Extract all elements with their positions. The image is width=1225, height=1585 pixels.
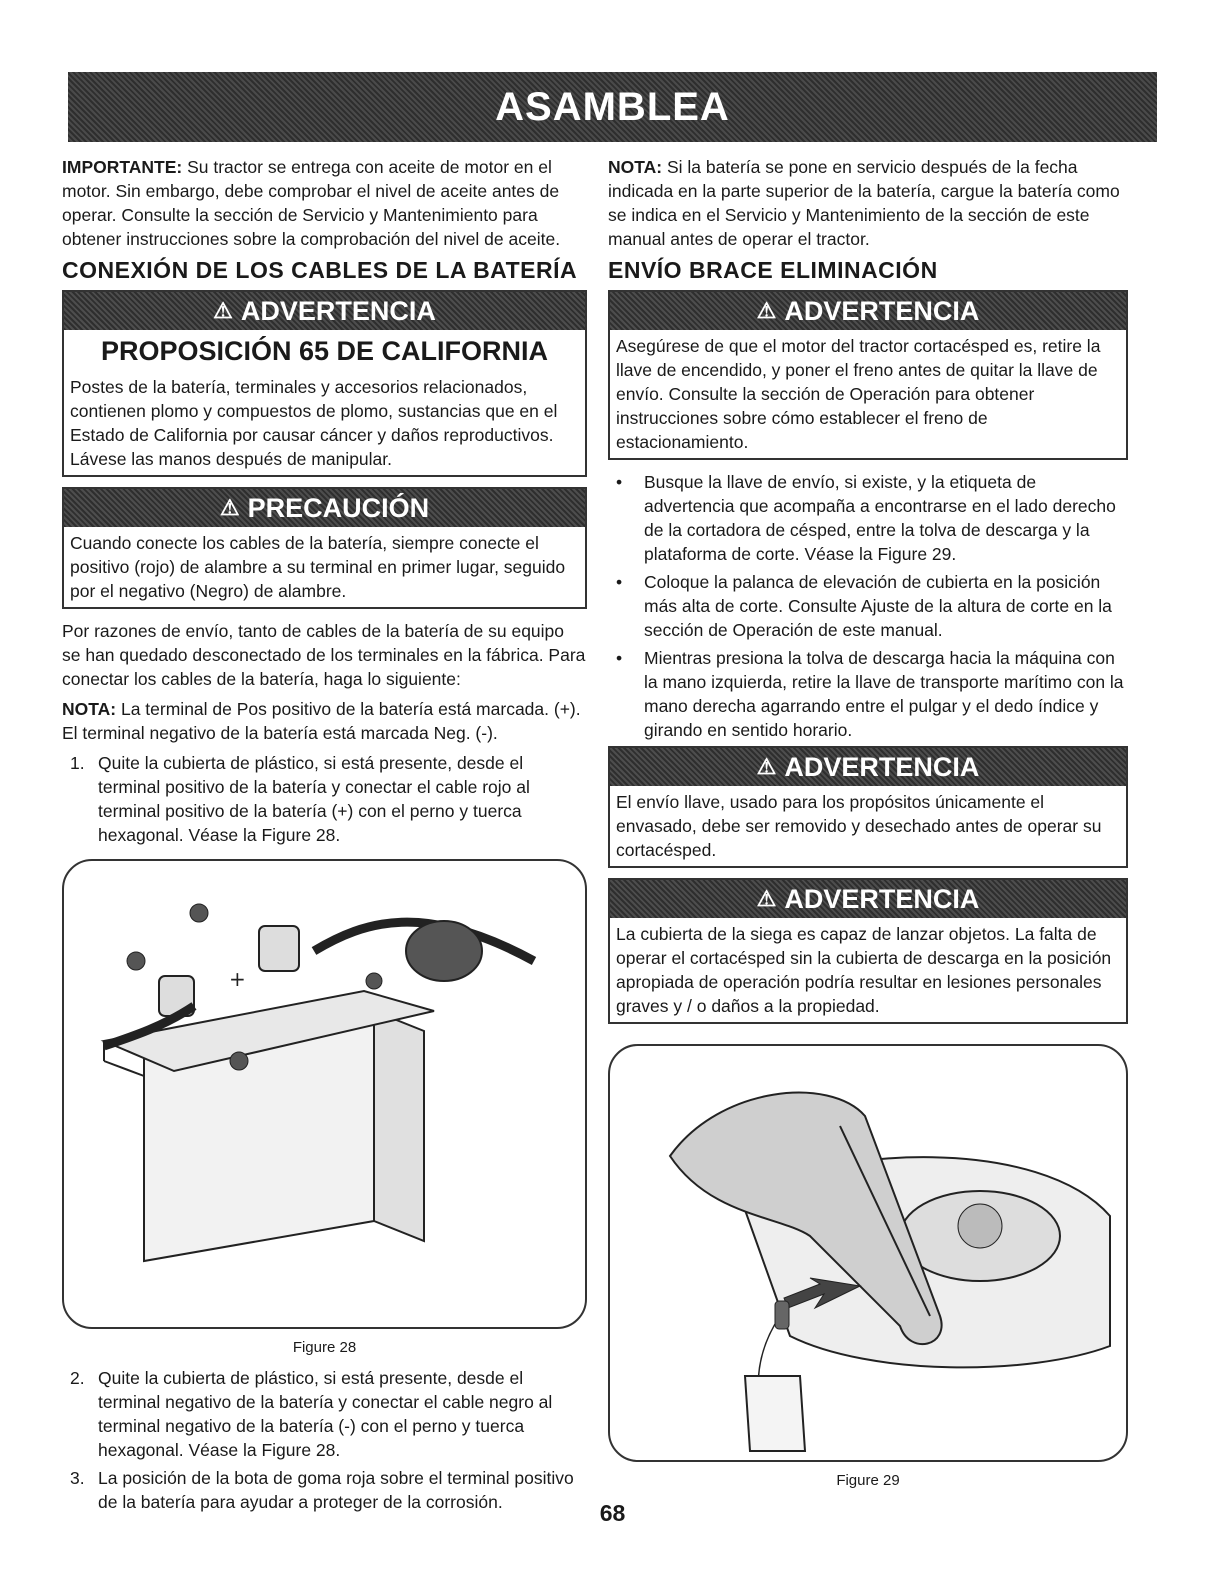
warning-header bbox=[610, 880, 1126, 918]
warning-header-label: ADVERTENCIA bbox=[240, 295, 436, 326]
bullet-icon: • bbox=[616, 648, 623, 668]
warning-box-1 bbox=[608, 290, 1128, 460]
step-number: 1. bbox=[70, 753, 85, 773]
figure-29-caption: Figure 29 bbox=[836, 1472, 900, 1489]
banner-title: ASAMBLEA bbox=[495, 84, 730, 129]
importante-paragraph bbox=[62, 155, 587, 251]
warning-text: El envío llave, usado para los propósitos únicamente el envasado, debe ser removido y desechado antes de operar su cortacésped. bbox=[616, 792, 1102, 860]
prop65-text: Postes de la batería, terminales y accesorios relacionados, contienen plomo y compuestos de plomo, sustancias que en el Estado de California por causar cáncer y daños reproductivos. Lávese las manos después de manipular. bbox=[70, 377, 558, 469]
left-column bbox=[62, 155, 587, 1518]
nota-label: NOTA: bbox=[62, 699, 117, 719]
figure-28-box bbox=[62, 859, 587, 1329]
figure-28-caption: Figure 28 bbox=[292, 1339, 357, 1356]
bullet-icon: • bbox=[616, 472, 623, 492]
steps-list-b bbox=[62, 1366, 587, 1514]
importante-text: Su tractor se entrega con aceite de motor en el motor. Sin embargo, debe comprobar el nivel de aceite antes de operar. Consulte la sección de Servicio y Mantenimiento para obtener instrucciones sobre la comprobación del nivel de aceite. bbox=[62, 157, 561, 249]
svg-text:+: + bbox=[229, 967, 246, 991]
brace-section-title: ENVÍO BRACE ELIMINACIÓN bbox=[608, 257, 938, 283]
step-text: Quite la cubierta de plástico, si está presente, desde el terminal positivo de la batería y conectar el cable rojo al terminal positivo de la batería (+) con el perno y tuerca hexagonal. Véase la Figure 28. bbox=[98, 753, 530, 845]
caution-text: Cuando conecte los cables de la batería, siempre conecte el positivo (rojo) de alambre a su terminal en primer lugar, seguido por el negativo (Negro) de alambre. bbox=[70, 533, 566, 601]
caution-header bbox=[64, 489, 585, 527]
caution-box bbox=[62, 487, 587, 609]
page-number: 68 bbox=[599, 1500, 626, 1526]
bullet-text: Busque la llave de envío, si existe, y la etiqueta de advertencia que acompaña a encontrarse en el lado derecho de la cortadora de césped, entre la tolva de descarga y la plataforma de corte. Véase la Figure 29. bbox=[644, 472, 1116, 564]
warning-header bbox=[610, 292, 1126, 330]
warning-text: La cubierta de la siega es capaz de lanzar objetos. La falta de operar el cortacésped sin la cubierta de descarga en la posición apropiada de operación podría resultar en lesiones personales graves y / o daños a la propiedad. bbox=[616, 924, 1112, 1016]
battery-illustration bbox=[64, 861, 585, 1327]
importante-label: IMPORTANTE: bbox=[62, 157, 183, 177]
steps-list-a bbox=[62, 751, 587, 847]
instruction-bullets bbox=[608, 470, 1128, 742]
nota-label: NOTA: bbox=[608, 157, 663, 177]
list-item bbox=[62, 751, 587, 847]
shipping-paragraph: Por razones de envío, tanto de cables de la batería de su equipo se han quedado desconectado de los terminales en la fábrica. Para conectar los cables de la batería, haga lo siguiente: bbox=[62, 621, 586, 689]
warning-box-2 bbox=[608, 746, 1128, 868]
warning-header-label: ADVERTENCIA bbox=[784, 751, 980, 782]
bullet-text: Coloque la palanca de elevación de cubierta en la posición más alta de corte. Consulte Ajuste de la altura de corte en la sección de Operación de este manual. bbox=[644, 572, 1112, 640]
list-item bbox=[608, 570, 1128, 642]
warning-triangle-icon: ⚠ bbox=[756, 754, 777, 779]
warning-box-3 bbox=[608, 878, 1128, 1024]
section-banner bbox=[68, 72, 1157, 142]
figure-29-box bbox=[608, 1044, 1128, 1462]
step-text: Quite la cubierta de plástico, si está presente, desde el terminal negativo de la batería y conectar el cable negro al terminal negativo de la batería (-) con el perno y tuerca hexagonal. Véase la Figure 28. bbox=[98, 1368, 553, 1460]
warning-header-label: ADVERTENCIA bbox=[784, 883, 980, 914]
step-number: 2. bbox=[70, 1368, 85, 1388]
bullet-text: Mientras presiona la tolva de descarga hacia la máquina con la mano izquierda, retire la llave de transporte marítimo con la mano derecha agarrando entre el pulgar y el dedo índice y girando en sentido horario. bbox=[644, 648, 1124, 740]
battery-section-title: CONEXIÓN DE LOS CABLES DE LA BATERÍA bbox=[62, 257, 578, 283]
nota-paragraph bbox=[62, 697, 587, 745]
warning-triangle-icon: ⚠ bbox=[213, 298, 233, 323]
list-item bbox=[608, 646, 1128, 742]
nota-text: La terminal de Pos positivo de la batería está marcada. (+). El terminal negativo de la batería está marcada Neg. (-). bbox=[62, 699, 581, 743]
warning-triangle-icon: ⚠ bbox=[756, 886, 777, 911]
warning-triangle-icon: ⚠ bbox=[756, 298, 777, 323]
list-item bbox=[608, 470, 1128, 566]
right-nota-paragraph bbox=[608, 155, 1128, 251]
step-text: La posición de la bota de goma roja sobre el terminal positivo de la batería para ayudar a proteger de la corrosión. bbox=[98, 1468, 574, 1512]
warning-triangle-icon: ⚠ bbox=[219, 495, 240, 520]
warning-text: Asegúrese de que el motor del tractor cortacésped es, retire la llave de encendido, y poner el freno antes de quitar la llave de envío. Consulte la sección de Operación para obtener instrucciones sobre cómo establecer el freno de estacionamiento. bbox=[616, 336, 1101, 452]
prop65-title: PROPOSICIÓN 65 DE CALIFORNIA bbox=[100, 336, 549, 366]
bullet-icon: • bbox=[616, 572, 623, 592]
warning-header bbox=[64, 292, 585, 330]
right-column bbox=[608, 155, 1128, 1499]
step-number: 3. bbox=[70, 1468, 85, 1488]
chute-illustration bbox=[610, 1046, 1126, 1460]
caution-header-label: PRECAUCIÓN bbox=[247, 492, 430, 523]
prop65-warning-box bbox=[62, 290, 587, 477]
nota-text: Si la batería se pone en servicio después de la fecha indicada en la parte superior de la batería, cargue la batería como se indica en el Servicio y Mantenimiento de la sección de este manual antes de operar el tractor. bbox=[608, 157, 1120, 249]
warning-header bbox=[610, 748, 1126, 786]
list-item bbox=[62, 1366, 587, 1462]
warning-header-label: ADVERTENCIA bbox=[784, 295, 980, 326]
